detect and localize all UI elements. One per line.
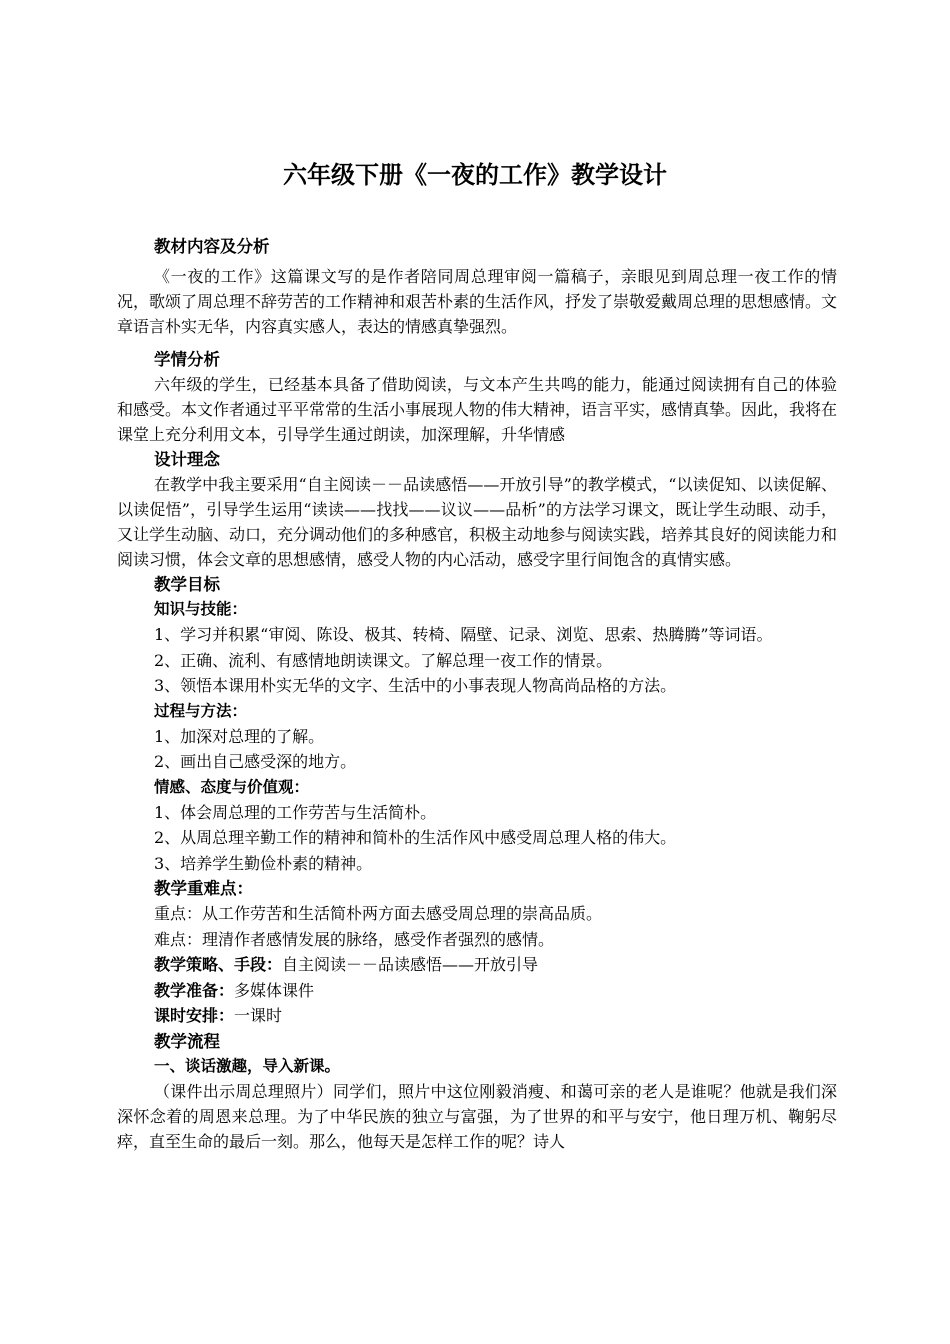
strategy-value: 自主阅读－－品读感悟——开放引导 <box>282 955 539 974</box>
schedule-value: 一课时 <box>234 1006 283 1025</box>
list-item: 难点：理清作者感情发展的脉络，感受作者强烈的感情。 <box>154 929 555 949</box>
list-item: 1、加深对总理的了解。 <box>154 726 325 746</box>
paragraph-concept: 在教学中我主要采用“自主阅读－－品读感悟——开放引导”的教学模式，“以读促知、以读促解、以读促悟”，引导学生运用“读读——找找——议议——品析”的方法学习课文，既让学生动眼、动手，又让学生动脑、动口，充分调动他们的多种感官，积极主动地参与阅读实践，培养其良好的阅读能力和阅读习惯，体会文章的思想感情，感受人物的内心活动，感受字里行间饱含的真情实感。 <box>117 475 838 569</box>
section-heading-analysis: 教材内容及分析 <box>154 237 270 256</box>
preparation-value: 多媒体课件 <box>234 980 315 1000</box>
section-heading-goals: 教学目标 <box>154 575 220 594</box>
schedule-label: 课时安排： <box>154 1006 235 1025</box>
document-title: 六年级下册《一夜的工作》教学设计 <box>283 161 667 189</box>
list-item: 3、培养学生勤俭朴素的精神。 <box>154 853 373 873</box>
list-item: 2、画出自己感受深的地方。 <box>154 752 357 771</box>
list-item: 重点：从工作劳苦和生活简朴两方面去感受周总理的崇高品质。 <box>154 904 603 923</box>
section-heading-flow: 教学流程 <box>154 1031 220 1051</box>
paragraph-step-one: （课件出示周总理照片）同学们，照片中这位刚毅消瘦、和蔼可亲的老人是谁呢？他就是我们深深怀念着的周恩来总理。为了中华民族的独立与富强，为了世界的和平与安宁，他日理万机、鞠躬尽瘁，直至生命的最后一刻。那么，他每天是怎样工作的呢？诗人 <box>117 1081 837 1151</box>
strategy-row <box>117 952 837 978</box>
subheading-knowledge: 知识与技能： <box>154 600 248 618</box>
section-heading-concept: 设计理念 <box>154 450 220 469</box>
schedule-row <box>117 1003 837 1029</box>
list-item: 2、从周总理辛勤工作的精神和简朴的生活作风中感受周总理人格的伟大。 <box>154 828 677 847</box>
document-body <box>117 234 837 1154</box>
preparation-row <box>117 978 837 1004</box>
list-item: 1、体会周总理的工作劳苦与生活简朴。 <box>154 802 437 822</box>
strategy-label: 教学策略、手段： <box>154 955 283 974</box>
section-heading-learner: 学情分析 <box>154 350 220 369</box>
section-heading-key-points: 教学重难点： <box>154 879 253 898</box>
preparation-label: 教学准备： <box>154 980 235 1000</box>
paragraph-learner: 六年级的学生，已经基本具备了借助阅读，与文本产生共鸣的能力，能通过阅读拥有自己的体验和感受。本文作者通过平平常常的生活小事展现人物的伟大精神，语言平实，感情真挚。因此，我将在课堂上充分利用文本，引导学生通过朗读，加深理解，升华情感 <box>117 375 838 444</box>
subheading-step-one: 一、谈话激趣，导入新课。 <box>154 1056 341 1075</box>
list-item: 1、学习并积累“审阅、陈设、极其、转椅、隔壁、记录、浏览、思索、热腾腾”等词语。 <box>154 625 773 644</box>
paragraph-analysis: 《一夜的工作》这篇课文写的是作者陪同周总理审阅一篇稿子，亲眼见到周总理一夜工作的情况，歌颂了周总理不辞劳苦的工作精神和艰苦朴素的生活作风，抒发了崇敬爱戴周总理的思想感情。文章语言朴实无华，内容真实感人，表达的情感真挚强烈。 <box>117 267 838 336</box>
list-item: 3、领悟本课用朴实无华的文字、生活中的小事表现人物高尚品格的方法。 <box>154 676 677 695</box>
list-item: 2、正确、流利、有感情地朗读课文。了解总理一夜工作的情景。 <box>154 650 613 670</box>
subheading-emotion: 情感、态度与价值观： <box>154 777 310 796</box>
subheading-process: 过程与方法： <box>154 701 248 720</box>
